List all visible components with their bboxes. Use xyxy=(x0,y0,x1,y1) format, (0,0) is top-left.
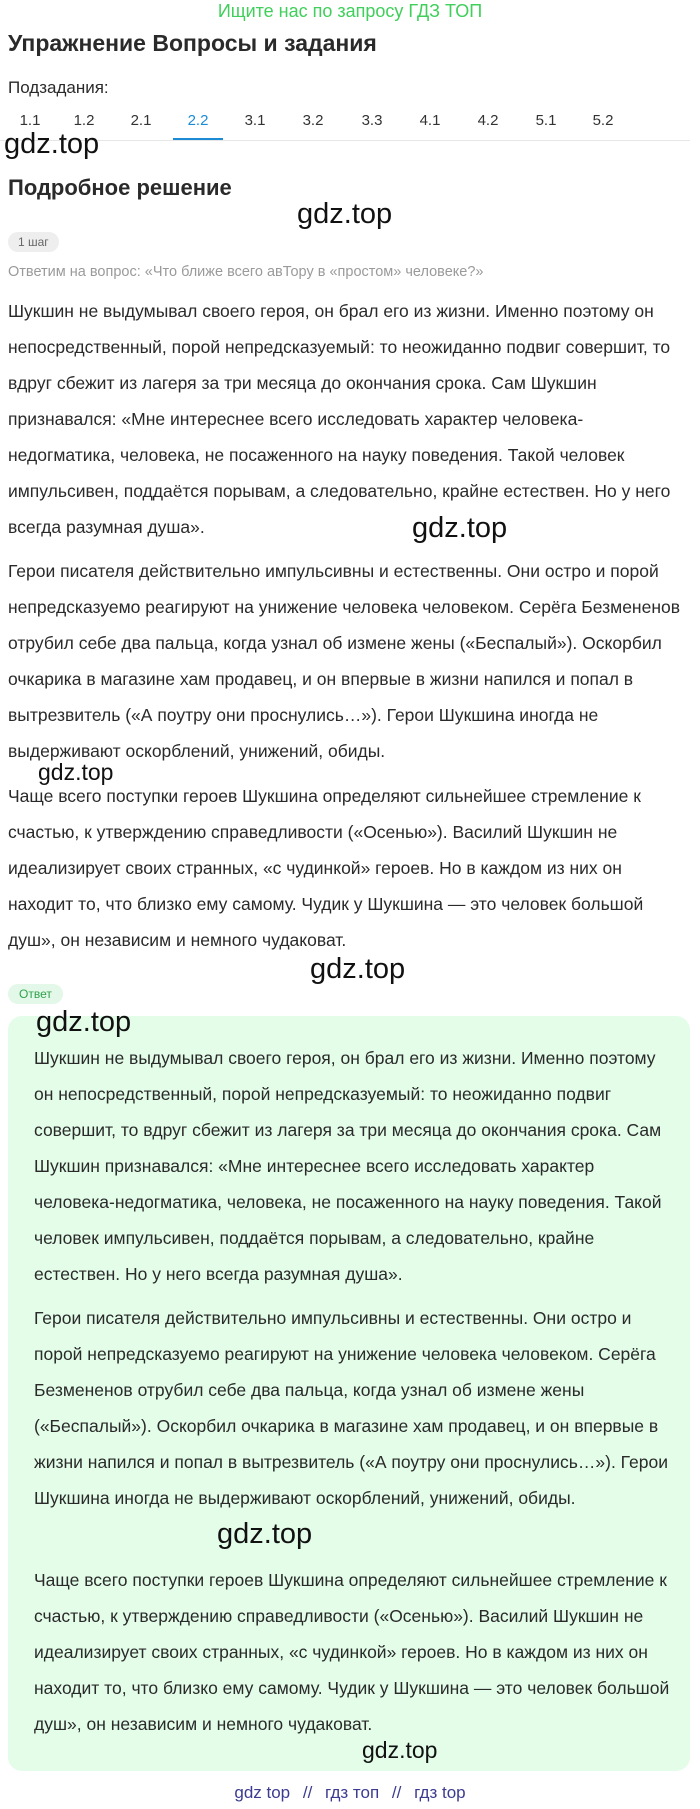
tab-3-3[interactable]: 3.3 xyxy=(361,112,383,129)
search-banner: Ищите нас по запросу ГДЗ ТОП xyxy=(217,1,483,21)
tab-3-2[interactable]: 3.2 xyxy=(302,112,324,129)
tab-5-1[interactable]: 5.1 xyxy=(535,112,557,129)
tab-1-2[interactable]: 1.2 xyxy=(73,112,95,129)
solution-paragraph: Герои писателя действительно импульсивны и естественны. Они остро и порой непредсказуемо реагируют на унижение человека человеком. Серёга Безмененов отрубил себе два пальца, когда узнал об измене жены («Беспалый»). Оскорбил очкарика в магазине хам продавец, и он впервые в жизни напился и попал в вытрезвитель («А поутру они проснулись…»). Герои Шукшина иногда не выдерживают оскорблений, унижений, обиды. xyxy=(8,561,681,761)
footer-link-gdz-top-mixed[interactable]: гдз top xyxy=(414,1783,466,1802)
tab-4-1[interactable]: 4.1 xyxy=(419,112,441,129)
exercise-title: Упражнение Вопросы и задания xyxy=(8,30,377,56)
footer-separator: // xyxy=(391,1783,402,1802)
tab-1-1[interactable]: 1.1 xyxy=(19,112,41,129)
watermark: gdz.top xyxy=(310,953,406,985)
solution-paragraph: Чаще всего поступки героев Шукшина определяют сильнейшее стремление к счастью, к утверждению справедливости («Осенью»). Василий Шукшин не идеализирует своих странных, «с чудинкой» героев. Но в каждом из них он находит то, что близко ему самому. Чудик у Шукшина — это человек большой душ», он независим и немного чудаковат. xyxy=(8,786,644,950)
tab-2-2[interactable]: 2.2 xyxy=(187,112,209,129)
answer-badge: Ответ xyxy=(8,984,63,1004)
subtasks-label: Подзадания: xyxy=(8,78,109,97)
solution-paragraph: Шукшин не выдумывал своего героя, он брал его из жизни. Именно поэтому он непосредственный, порой непредсказуемый: то неожиданно подвиг совершит, то вдруг сбежит из лагеря за три месяца до окончания срока. Сам Шукшин признавался: «Мне интереснее всего исследовать характер человека-недогматика, человека, не посаженного на науку поведения. Такой человек импульсивен, поддаётся порывам, а следовательно, крайне естествен. Но у него всегда разумная душа». xyxy=(8,301,671,537)
tab-3-1[interactable]: 3.1 xyxy=(244,112,266,129)
answer-paragraph: Чаще всего поступки героев Шукшина определяют сильнейшее стремление к счастью, к утверждению справедливости («Осенью»). Василий Шукшин не идеализирует своих странных, «с чудинкой» героев. Но в каждом из них он находит то, что близко ему самому. Чудик у Шукшина — это человек большой душ», он независим и немного чудаковат. xyxy=(34,1570,670,1734)
watermark: gdz.top xyxy=(38,759,114,785)
footer-links xyxy=(0,1783,700,1803)
watermark: gdz.top xyxy=(4,128,100,160)
footer-separator: // xyxy=(302,1783,313,1802)
watermark: gdz.top xyxy=(217,1518,313,1550)
tab-5-2[interactable]: 5.2 xyxy=(592,112,614,129)
footer-link-gdz-top[interactable]: gdz top xyxy=(234,1783,291,1802)
watermark: gdz.top xyxy=(362,1737,438,1763)
watermark: gdz.top xyxy=(412,512,508,544)
solution-title: Подробное решение xyxy=(8,175,232,200)
active-tab-underline xyxy=(173,138,223,140)
watermark: gdz.top xyxy=(297,198,393,230)
watermark: gdz.top xyxy=(36,1006,132,1038)
subtask-tabs xyxy=(0,108,690,141)
tab-4-2[interactable]: 4.2 xyxy=(477,112,499,129)
answer-paragraph: Шукшин не выдумывал своего героя, он брал его из жизни. Именно поэтому он непосредственный, порой непредсказуемый: то неожиданно подвиг совершит, то вдруг сбежит из лагеря за три месяца до окончания срока. Сам Шукшин признавался: «Мне интереснее всего исследовать характер человека-недогматика, человека, не посаженного на науку поведения. Такой человек импульсивен, поддаётся порывам, а следовательно, крайне естествен. Но у него всегда разумная душа». xyxy=(34,1048,662,1284)
answer-paragraph: Герои писателя действительно импульсивны и естественны. Они остро и порой непредсказуемо реагируют на унижение человека человеком. Серёга Безмененов отрубил себе два пальца, когда узнал об измене жены («Беспалый»). Оскорбил очкарика в магазине хам продавец, и он впервые в жизни напился и попал в вытрезвитель («А поутру они проснулись…»). Герои Шукшина иногда не выдерживают оскорблений, унижений, обиды. xyxy=(34,1308,668,1508)
tab-2-1[interactable]: 2.1 xyxy=(130,112,152,129)
question-text: Ответим на вопрос: «Что ближе всего авТору в «простом» человеке?» xyxy=(8,264,484,280)
step-badge: 1 шаг xyxy=(8,232,59,252)
footer-link-gdz-top-ru[interactable]: гдз топ xyxy=(325,1783,380,1802)
